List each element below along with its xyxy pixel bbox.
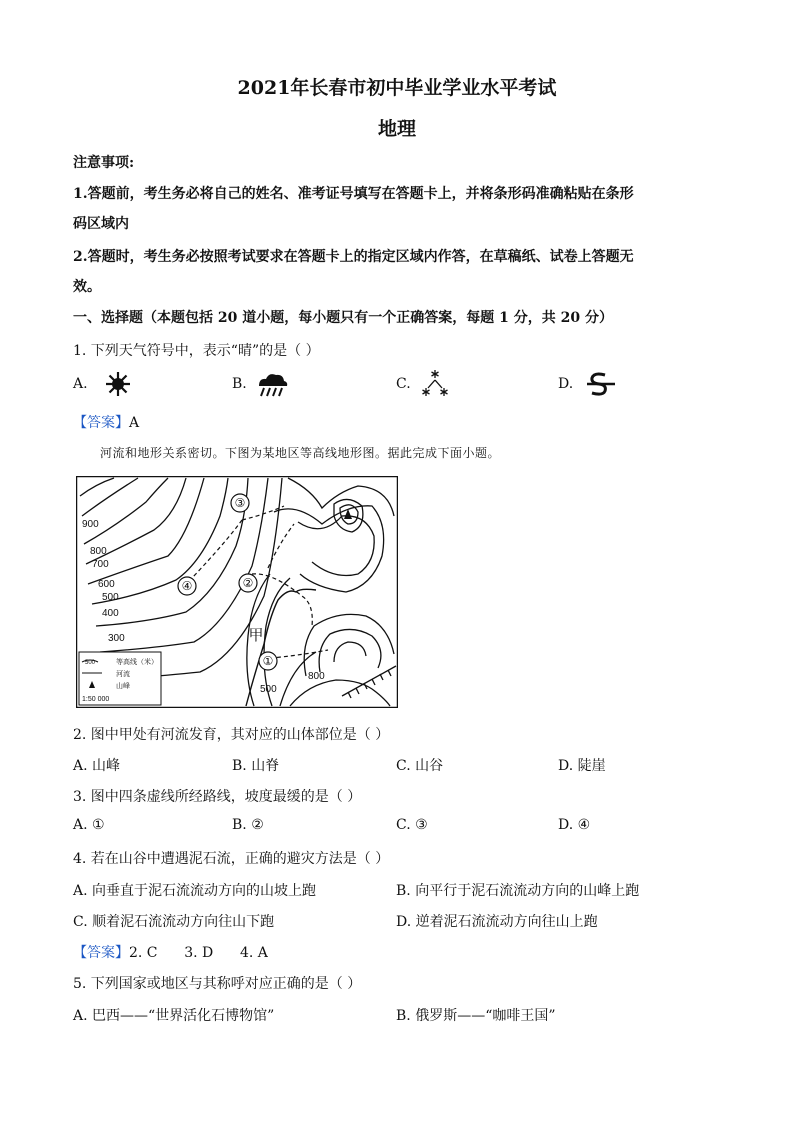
q4-option-b: B. 向平行于泥石流流动方向的山峰上跑 <box>396 883 640 899</box>
contour-label-600: 600 <box>98 579 115 590</box>
q1-answer <box>73 412 139 432</box>
answer-value: A <box>129 415 140 431</box>
subject-title: 地理 <box>377 118 416 140</box>
notice-item-1-line-1: 1.答题前，考生务必将自己的姓名、准考证号填写在答题卡上，并将条形码准确粘贴在条形 <box>73 186 634 202</box>
q3-option-c: C. ③ <box>396 817 428 833</box>
q5-option-b: B. 俄罗斯——“咖啡王国” <box>396 1008 556 1024</box>
legend-contour: 等高线（米） <box>116 659 158 666</box>
q5-stem: 5. 下列国家或地区与其称呼对应正确的是（ ） <box>73 976 362 992</box>
q3-option-b: B. ② <box>232 817 264 833</box>
q4-option-d: D. 逆着泥石流流动方向往山上跑 <box>396 914 598 930</box>
q2-option-d: D. 陡崖 <box>558 758 606 774</box>
answer-label: 【答案】 <box>73 415 129 431</box>
legend-river: 河流 <box>116 671 130 678</box>
q3-stem: 3. 图中四条虚线所经路线，坡度最缓的是（ ） <box>73 789 362 805</box>
snow-icon <box>415 369 455 399</box>
rain-cloud-icon <box>251 369 291 399</box>
contour-label-900: 900 <box>82 519 99 530</box>
contour-label-700: 700 <box>92 559 109 570</box>
contour-label-500-lower: 500 <box>260 684 277 695</box>
q2-option-a: A. 山峰 <box>73 758 121 774</box>
q4-stem: 4. 若在山谷中遭遇泥石流，正确的避灾方法是（ ） <box>73 851 390 867</box>
q2-option-c: C. 山谷 <box>396 758 444 774</box>
marker-2: ② <box>242 576 254 590</box>
option-letter: B. <box>232 376 247 392</box>
q1-stem: 1. 下列天气符号中，表示“晴”的是（ ） <box>73 343 320 359</box>
marker-1: ① <box>262 654 274 668</box>
marker-3: ③ <box>234 496 246 510</box>
contour-label-300: 300 <box>108 633 125 644</box>
contour-label-800-lower: 800 <box>308 671 325 682</box>
q2-option-b: B. 山脊 <box>232 758 280 774</box>
section-heading: 一、选择题（本题包括 20 道小题，每小题只有一个正确答案，每题 1 分，共 20 分） <box>73 310 613 326</box>
contour-map <box>76 476 398 712</box>
contour-label-800: 800 <box>90 546 107 557</box>
exam-title: 2021年长春市初中毕业学业水平考试 <box>237 77 557 99</box>
option-letter: C. <box>396 376 411 392</box>
contour-label-400: 400 <box>102 608 119 619</box>
q5-option-a: A. 巴西——“世界活化石博物馆” <box>73 1008 275 1024</box>
q1-option-b <box>232 369 291 399</box>
q3-option-a: A. ① <box>73 817 105 833</box>
answer-values: 2. C 3. D 4. A <box>129 945 268 961</box>
q4-option-a: A. 向垂直于泥石流流动方向的山坡上跑 <box>73 883 317 899</box>
q1-option-a <box>73 369 132 399</box>
q4-option-c: C. 顺着泥石流流动方向往山下跑 <box>73 914 275 930</box>
option-letter: A. <box>73 376 88 392</box>
map-intro: 河流和地形关系密切。下图为某地区等高线地形图。据此完成下面小题。 <box>100 446 501 460</box>
sandstorm-icon <box>578 369 618 399</box>
sun-icon <box>92 369 132 399</box>
q3-option-d: D. ④ <box>558 817 591 833</box>
notice-item-2-line-1: 2.答题时，考生务必按照考试要求在答题卡上的指定区域内作答，在草稿纸、试卷上答题无 <box>73 249 634 265</box>
answer-label: 【答案】 <box>73 945 129 961</box>
place-jia: 甲 <box>248 627 264 644</box>
answers-2-4 <box>73 942 268 962</box>
notice-item-1-line-2: 码区域内 <box>73 216 129 232</box>
q2-stem: 2. 图中甲处有河流发育，其对应的山体部位是（ ） <box>73 727 390 743</box>
legend-sample-value: 500 <box>85 660 96 666</box>
legend-peak: 山峰 <box>116 683 130 690</box>
contour-label-500: 500 <box>102 592 119 603</box>
q1-option-d <box>558 369 618 399</box>
legend-scale: 1:50 000 <box>82 696 110 703</box>
notice-item-2-line-2: 效。 <box>73 279 101 295</box>
notice-label: 注意事项: <box>73 155 135 171</box>
q1-option-c <box>396 369 455 399</box>
marker-4: ④ <box>181 579 193 593</box>
option-letter: D. <box>558 376 574 392</box>
